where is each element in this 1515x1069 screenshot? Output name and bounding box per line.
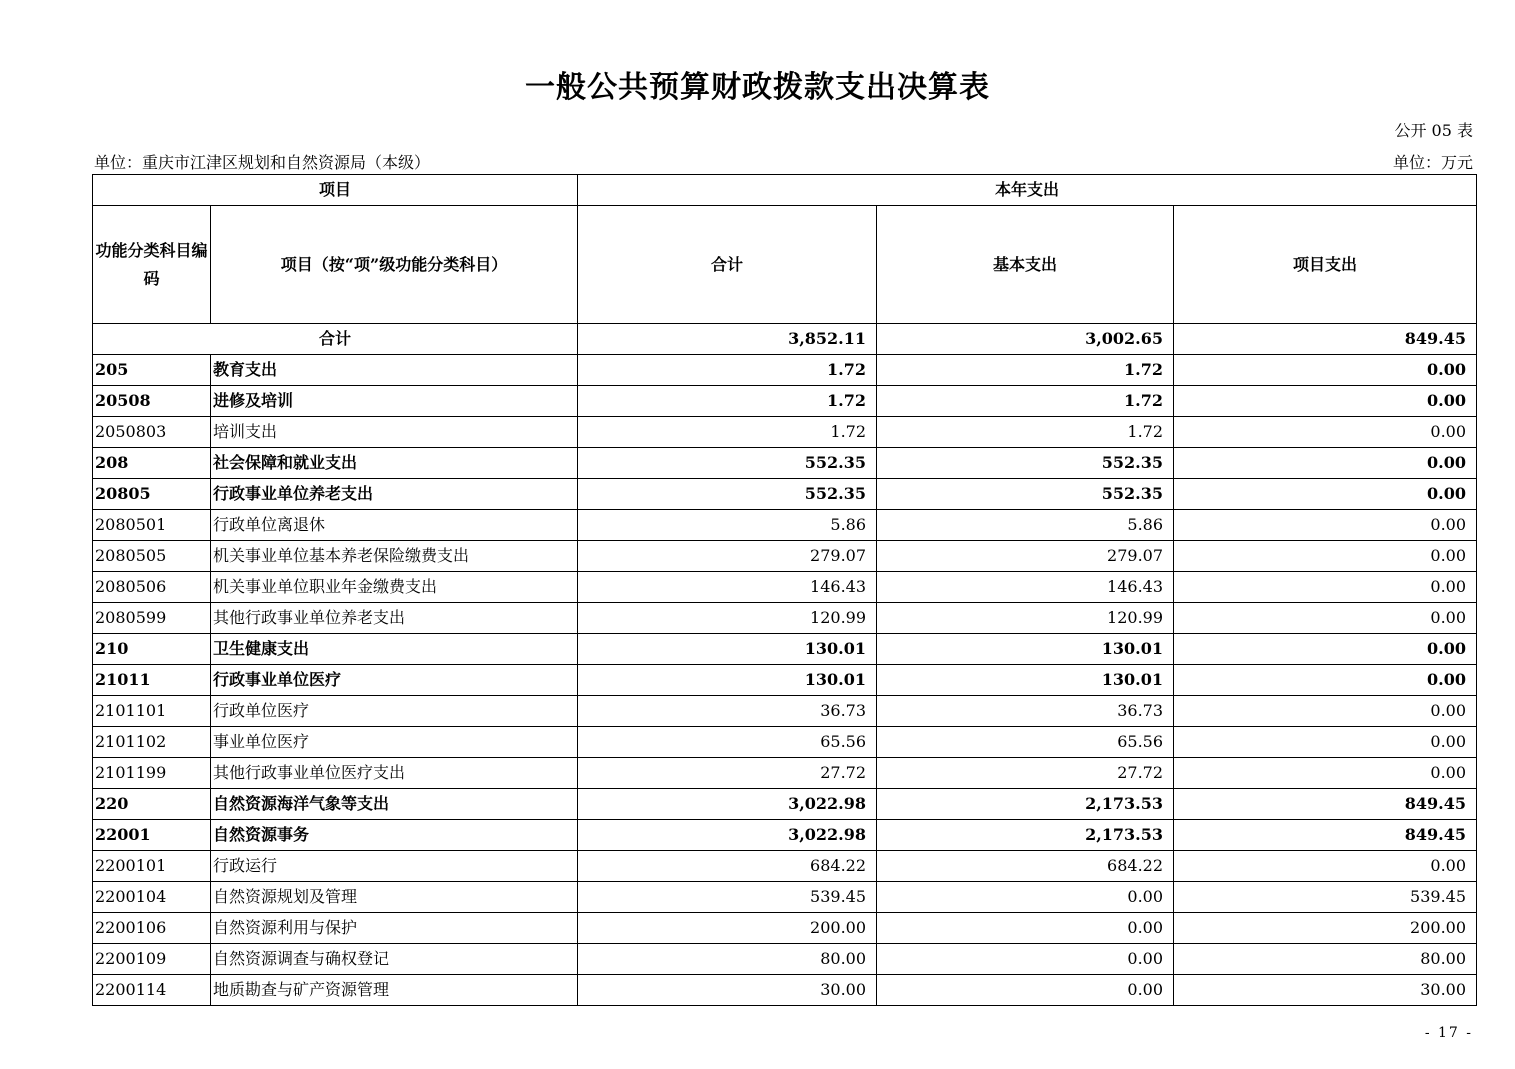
row-code: 2200104 xyxy=(93,882,211,913)
row-total: 1.72 xyxy=(578,386,877,417)
row-item: 0.00 xyxy=(1174,758,1477,789)
row-code: 2200109 xyxy=(93,944,211,975)
row-basic: 1.72 xyxy=(877,417,1174,448)
table-row xyxy=(93,448,1477,479)
row-basic: 0.00 xyxy=(877,882,1174,913)
row-total: 539.45 xyxy=(578,882,877,913)
row-item: 849.45 xyxy=(1174,789,1477,820)
header-name: 项目（按“项”级功能分类科目） xyxy=(211,206,578,324)
row-code: 210 xyxy=(93,634,211,665)
table-row xyxy=(93,727,1477,758)
row-basic: 2,173.53 xyxy=(877,820,1174,851)
row-code: 20508 xyxy=(93,386,211,417)
table-row xyxy=(93,944,1477,975)
row-item: 0.00 xyxy=(1174,665,1477,696)
header-this-year: 本年支出 xyxy=(578,175,1477,206)
row-item: 0.00 xyxy=(1174,696,1477,727)
row-basic: 27.72 xyxy=(877,758,1174,789)
total-label: 合计 xyxy=(93,324,578,355)
row-basic: 2,173.53 xyxy=(877,789,1174,820)
row-total: 120.99 xyxy=(578,603,877,634)
row-basic: 120.99 xyxy=(877,603,1174,634)
table-row xyxy=(93,603,1477,634)
row-basic: 0.00 xyxy=(877,913,1174,944)
row-total: 1.72 xyxy=(578,417,877,448)
currency-unit-label: 单位：万元 xyxy=(1392,153,1473,172)
row-item: 0.00 xyxy=(1174,417,1477,448)
row-code: 2101102 xyxy=(93,727,211,758)
row-total: 552.35 xyxy=(578,479,877,510)
row-name: 其他行政事业单位医疗支出 xyxy=(211,758,578,789)
row-basic: 65.56 xyxy=(877,727,1174,758)
table-row xyxy=(93,913,1477,944)
header-row-bottom xyxy=(93,206,1477,324)
table-row xyxy=(93,572,1477,603)
expenditure-table xyxy=(92,174,1477,1006)
row-basic: 684.22 xyxy=(877,851,1174,882)
row-name: 行政运行 xyxy=(211,851,578,882)
row-total: 684.22 xyxy=(578,851,877,882)
row-name: 进修及培训 xyxy=(211,386,578,417)
header-basic: 基本支出 xyxy=(877,206,1174,324)
form-number: 公开 05 表 xyxy=(1394,121,1473,140)
row-code: 20805 xyxy=(93,479,211,510)
table-row xyxy=(93,851,1477,882)
row-total: 3,022.98 xyxy=(578,820,877,851)
row-total: 200.00 xyxy=(578,913,877,944)
row-name: 培训支出 xyxy=(211,417,578,448)
page-number: - 17 - xyxy=(1424,1025,1473,1041)
row-total: 80.00 xyxy=(578,944,877,975)
table-row xyxy=(93,386,1477,417)
header-row-top xyxy=(93,175,1477,206)
row-item: 200.00 xyxy=(1174,913,1477,944)
row-total: 1.72 xyxy=(578,355,877,386)
row-code: 22001 xyxy=(93,820,211,851)
row-name: 自然资源海洋气象等支出 xyxy=(211,789,578,820)
row-basic: 1.72 xyxy=(877,386,1174,417)
total-sum: 3,852.11 xyxy=(578,324,877,355)
row-code: 2080599 xyxy=(93,603,211,634)
total-basic: 3,002.65 xyxy=(877,324,1174,355)
row-total: 146.43 xyxy=(578,572,877,603)
row-name: 行政事业单位养老支出 xyxy=(211,479,578,510)
row-total: 30.00 xyxy=(578,975,877,1006)
row-item: 80.00 xyxy=(1174,944,1477,975)
row-name: 自然资源利用与保护 xyxy=(211,913,578,944)
row-code: 2200114 xyxy=(93,975,211,1006)
row-basic: 279.07 xyxy=(877,541,1174,572)
row-total: 65.56 xyxy=(578,727,877,758)
table-row xyxy=(93,665,1477,696)
row-name: 事业单位医疗 xyxy=(211,727,578,758)
unit-label: 单位：重庆市江津区规划和自然资源局（本级） xyxy=(94,153,431,172)
row-name: 机关事业单位基本养老保险缴费支出 xyxy=(211,541,578,572)
row-item: 539.45 xyxy=(1174,882,1477,913)
row-name: 自然资源调查与确权登记 xyxy=(211,944,578,975)
row-name: 卫生健康支出 xyxy=(211,634,578,665)
row-basic: 5.86 xyxy=(877,510,1174,541)
row-code: 205 xyxy=(93,355,211,386)
row-code: 2080505 xyxy=(93,541,211,572)
row-item: 849.45 xyxy=(1174,820,1477,851)
row-basic: 146.43 xyxy=(877,572,1174,603)
row-item: 0.00 xyxy=(1174,727,1477,758)
table-row xyxy=(93,820,1477,851)
row-item: 0.00 xyxy=(1174,851,1477,882)
row-item: 0.00 xyxy=(1174,386,1477,417)
total-row xyxy=(93,324,1477,355)
row-basic: 1.72 xyxy=(877,355,1174,386)
row-name: 行政单位医疗 xyxy=(211,696,578,727)
table-row xyxy=(93,634,1477,665)
total-item: 849.45 xyxy=(1174,324,1477,355)
row-basic: 130.01 xyxy=(877,634,1174,665)
table-row xyxy=(93,510,1477,541)
row-name: 自然资源规划及管理 xyxy=(211,882,578,913)
row-item: 0.00 xyxy=(1174,634,1477,665)
row-item: 0.00 xyxy=(1174,355,1477,386)
row-total: 552.35 xyxy=(578,448,877,479)
row-name: 教育支出 xyxy=(211,355,578,386)
row-basic: 36.73 xyxy=(877,696,1174,727)
row-basic: 0.00 xyxy=(877,944,1174,975)
row-basic: 552.35 xyxy=(877,479,1174,510)
header-total: 合计 xyxy=(578,206,877,324)
row-name: 社会保障和就业支出 xyxy=(211,448,578,479)
header-item: 项目支出 xyxy=(1174,206,1477,324)
row-total: 3,022.98 xyxy=(578,789,877,820)
row-item: 0.00 xyxy=(1174,510,1477,541)
row-basic: 130.01 xyxy=(877,665,1174,696)
row-name: 行政单位离退休 xyxy=(211,510,578,541)
row-code: 2080501 xyxy=(93,510,211,541)
row-item: 30.00 xyxy=(1174,975,1477,1006)
row-code: 2200101 xyxy=(93,851,211,882)
table-row xyxy=(93,541,1477,572)
row-total: 27.72 xyxy=(578,758,877,789)
table-row xyxy=(93,355,1477,386)
row-item: 0.00 xyxy=(1174,448,1477,479)
row-item: 0.00 xyxy=(1174,572,1477,603)
row-total: 130.01 xyxy=(578,634,877,665)
row-total: 5.86 xyxy=(578,510,877,541)
row-total: 36.73 xyxy=(578,696,877,727)
row-basic: 552.35 xyxy=(877,448,1174,479)
row-item: 0.00 xyxy=(1174,541,1477,572)
row-item: 0.00 xyxy=(1174,603,1477,634)
row-name: 行政事业单位医疗 xyxy=(211,665,578,696)
row-code: 220 xyxy=(93,789,211,820)
row-code: 2080506 xyxy=(93,572,211,603)
header-code: 功能分类科目编码 xyxy=(93,206,211,324)
row-name: 机关事业单位职业年金缴费支出 xyxy=(211,572,578,603)
row-basic: 0.00 xyxy=(877,975,1174,1006)
row-item: 0.00 xyxy=(1174,479,1477,510)
row-name: 自然资源事务 xyxy=(211,820,578,851)
header-project: 项目 xyxy=(93,175,578,206)
row-total: 279.07 xyxy=(578,541,877,572)
row-code: 21011 xyxy=(93,665,211,696)
table-row xyxy=(93,758,1477,789)
table-row xyxy=(93,417,1477,448)
row-code: 2050803 xyxy=(93,417,211,448)
row-code: 2200106 xyxy=(93,913,211,944)
page-title: 一般公共预算财政拨款支出决算表 xyxy=(525,70,990,105)
row-code: 2101199 xyxy=(93,758,211,789)
table-row xyxy=(93,696,1477,727)
row-name: 地质勘查与矿产资源管理 xyxy=(211,975,578,1006)
table-row xyxy=(93,882,1477,913)
row-name: 其他行政事业单位养老支出 xyxy=(211,603,578,634)
table-row xyxy=(93,975,1477,1006)
row-total: 130.01 xyxy=(578,665,877,696)
table-row xyxy=(93,789,1477,820)
row-code: 2101101 xyxy=(93,696,211,727)
table-row xyxy=(93,479,1477,510)
row-code: 208 xyxy=(93,448,211,479)
